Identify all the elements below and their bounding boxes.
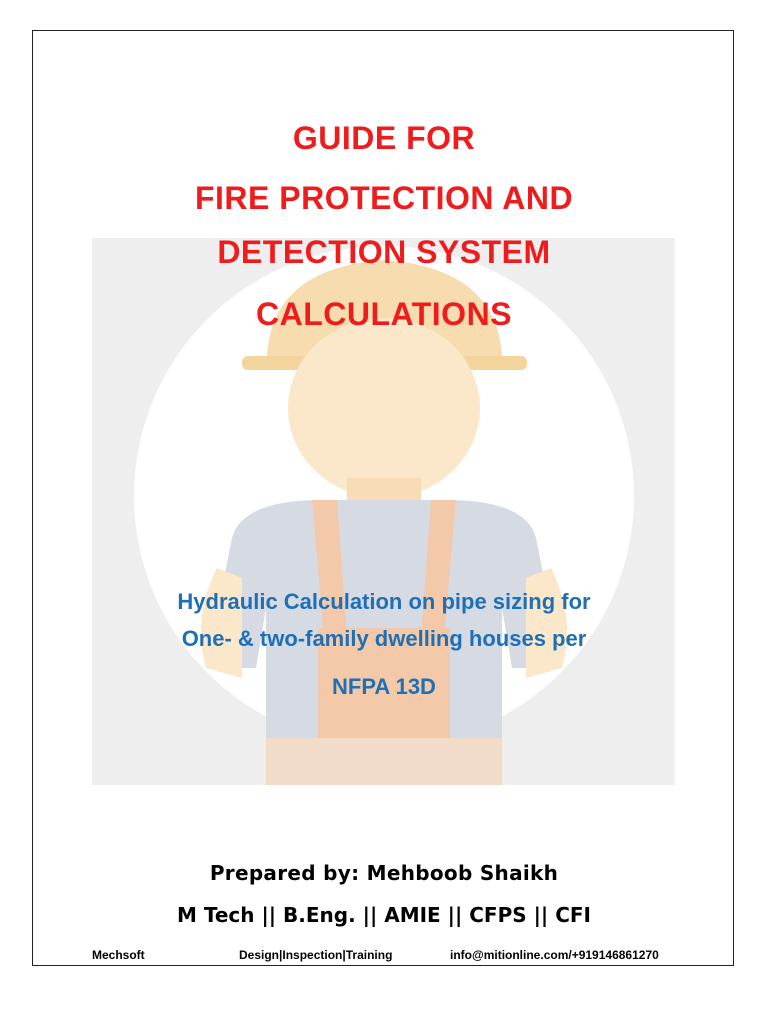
prepared-by: Prepared by: Mehboob Shaikh xyxy=(209,861,559,885)
title-line-4: CALCULATIONS xyxy=(255,296,513,332)
subtitle-line-3: NFPA 13D xyxy=(332,674,436,699)
author-credentials: M Tech || B.Eng. || AMIE || CFPS || CFI xyxy=(177,903,591,927)
subtitle-line-2: One- & two-family dwelling houses per xyxy=(181,626,587,651)
footer-services: Design|Inspection|Training xyxy=(239,948,393,962)
title-line-3: DETECTION SYSTEM xyxy=(217,234,551,270)
footer-contact: info@mitionline.com/+919146861270 xyxy=(450,948,659,962)
title-line-1: GUIDE FOR xyxy=(292,120,476,156)
subtitle-line-1: Hydraulic Calculation on pipe sizing for xyxy=(177,589,591,614)
title-line-2: FIRE PROTECTION AND xyxy=(194,180,574,216)
footer-company: Mechsoft xyxy=(92,948,145,962)
